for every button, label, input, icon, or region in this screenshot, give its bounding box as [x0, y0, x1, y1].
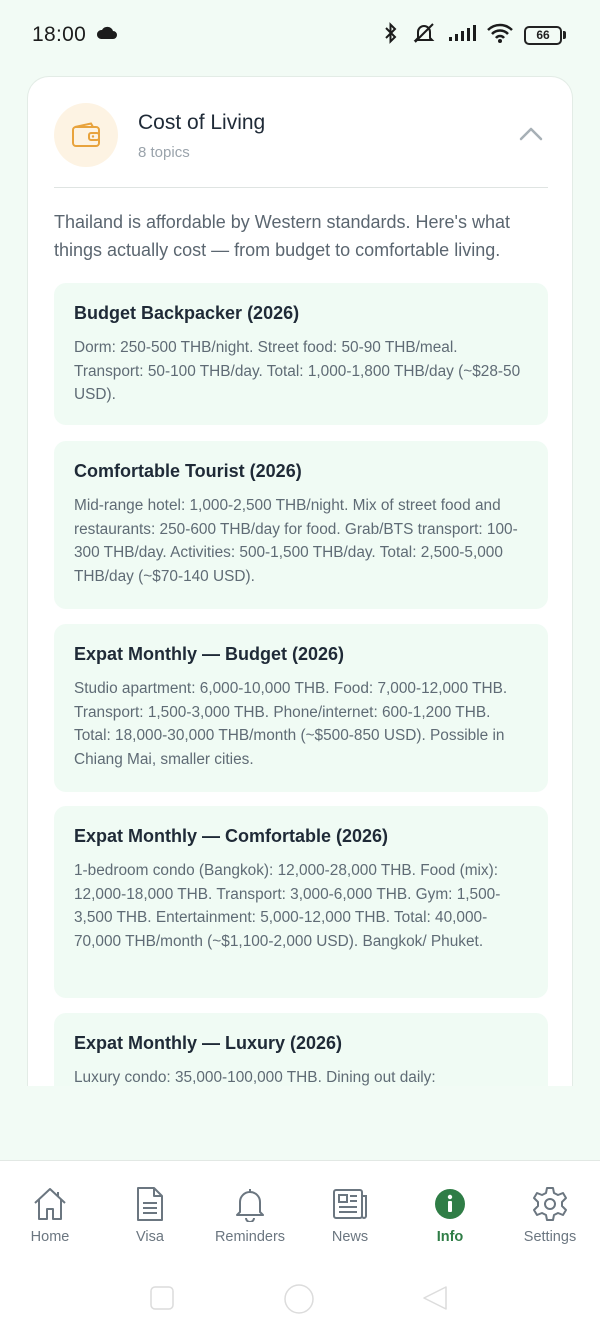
signal-icon — [448, 24, 476, 47]
home-icon — [31, 1185, 69, 1223]
home-button[interactable] — [283, 1283, 315, 1320]
nav-label: Settings — [523, 1229, 577, 1245]
gear-icon — [531, 1185, 569, 1223]
info-icon — [431, 1185, 469, 1223]
topic-body: Studio apartment: 6,000-10,000 THB. Food: 7,000-12,000 THB. Transport: 1,500-3,000 THB. Phone/internet: 600-1,200 THB. Total: 18,000-30,000 THB/month (~$500-850 USD). Possible in Chiang Mai, smaller cities. — [74, 680, 508, 768]
bottom-nav — [0, 1160, 600, 1254]
nav-item-info[interactable] — [400, 1161, 500, 1254]
bluetooth-icon — [382, 22, 400, 49]
topic-title: Budget Backpacker (2026) — [74, 303, 300, 323]
content-bottom-spacer — [0, 1086, 600, 1160]
cost-of-living-card — [27, 76, 573, 1086]
newspaper-icon — [331, 1185, 369, 1223]
battery-level: 66 — [524, 26, 562, 45]
status-time: 18:00 — [32, 23, 87, 46]
topic-title: Comfortable Tourist (2026) — [74, 461, 302, 481]
nav-item-news[interactable] — [300, 1161, 400, 1254]
back-button[interactable] — [422, 1286, 448, 1315]
nav-label: News — [331, 1229, 369, 1245]
topic-card[interactable] — [54, 806, 548, 998]
chevron-up-icon[interactable] — [518, 124, 544, 144]
muted-bell-icon — [410, 22, 438, 49]
topic-body: Luxury condo: 35,000-100,000 THB. Dining out daily: — [74, 1069, 436, 1086]
topic-card[interactable] — [54, 283, 548, 425]
topic-body: Mid-range hotel: 1,000-2,500 THB/night. Mix of street food and restaurants: 250-600 THB/day for food. Grab/BTS transport: 100-300 THB/day. Activities: 500-1,500 THB/day. Total: 2,500-5,000 THB/day (~$70-140 USD). — [74, 497, 518, 585]
wallet-icon — [54, 103, 118, 167]
nav-label: Info — [436, 1229, 464, 1245]
battery-icon — [524, 26, 566, 45]
topic-title: Expat Monthly — Luxury (2026) — [74, 1033, 343, 1053]
nav-item-home[interactable] — [0, 1161, 100, 1254]
document-icon — [131, 1185, 169, 1223]
nav-item-visa[interactable] — [100, 1161, 200, 1254]
bell-icon — [231, 1185, 269, 1223]
section-subtitle: 8 topics — [138, 144, 190, 161]
recent-apps-button[interactable] — [150, 1286, 174, 1315]
nav-label: Home — [30, 1229, 70, 1245]
topic-card[interactable] — [54, 624, 548, 792]
section-intro: Thailand is affordable by Western standards. Here's what things actually cost — from budget to comfortable living. — [54, 212, 511, 260]
topic-body: Dorm: 250-500 THB/night. Street food: 50-90 THB/meal. Transport: 50-100 THB/day. Total: 1,000-1,800 THB/day (~$28-50 USD). — [74, 339, 521, 403]
topic-body: 1-bedroom condo (Bangkok): 12,000-28,000 THB. Food (mix): 12,000-18,000 THB. Transport: 3,000-6,000 THB. Gym: 1,500-3,500 THB. Entertainment: 5,000-12,000 THB. Total: 40,000-70,000 THB/month (~$1,100-2,000 USD). Bangkok/ Phuket. — [74, 862, 501, 950]
status-bar — [0, 0, 600, 70]
system-nav-bar — [0, 1254, 600, 1335]
cloud-icon — [96, 26, 118, 45]
wifi-icon — [486, 22, 514, 49]
topic-card[interactable] — [54, 1013, 548, 1086]
nav-item-settings[interactable] — [500, 1161, 600, 1254]
nav-label: Reminders — [214, 1229, 286, 1245]
section-title: Cost of Living — [138, 111, 266, 134]
nav-item-reminders[interactable] — [200, 1161, 300, 1254]
section-header[interactable] — [28, 77, 572, 189]
topic-card[interactable] — [54, 441, 548, 609]
topic-title: Expat Monthly — Budget (2026) — [74, 644, 345, 664]
topic-title: Expat Monthly — Comfortable (2026) — [74, 826, 389, 846]
nav-label: Visa — [136, 1229, 164, 1245]
divider — [54, 187, 548, 188]
